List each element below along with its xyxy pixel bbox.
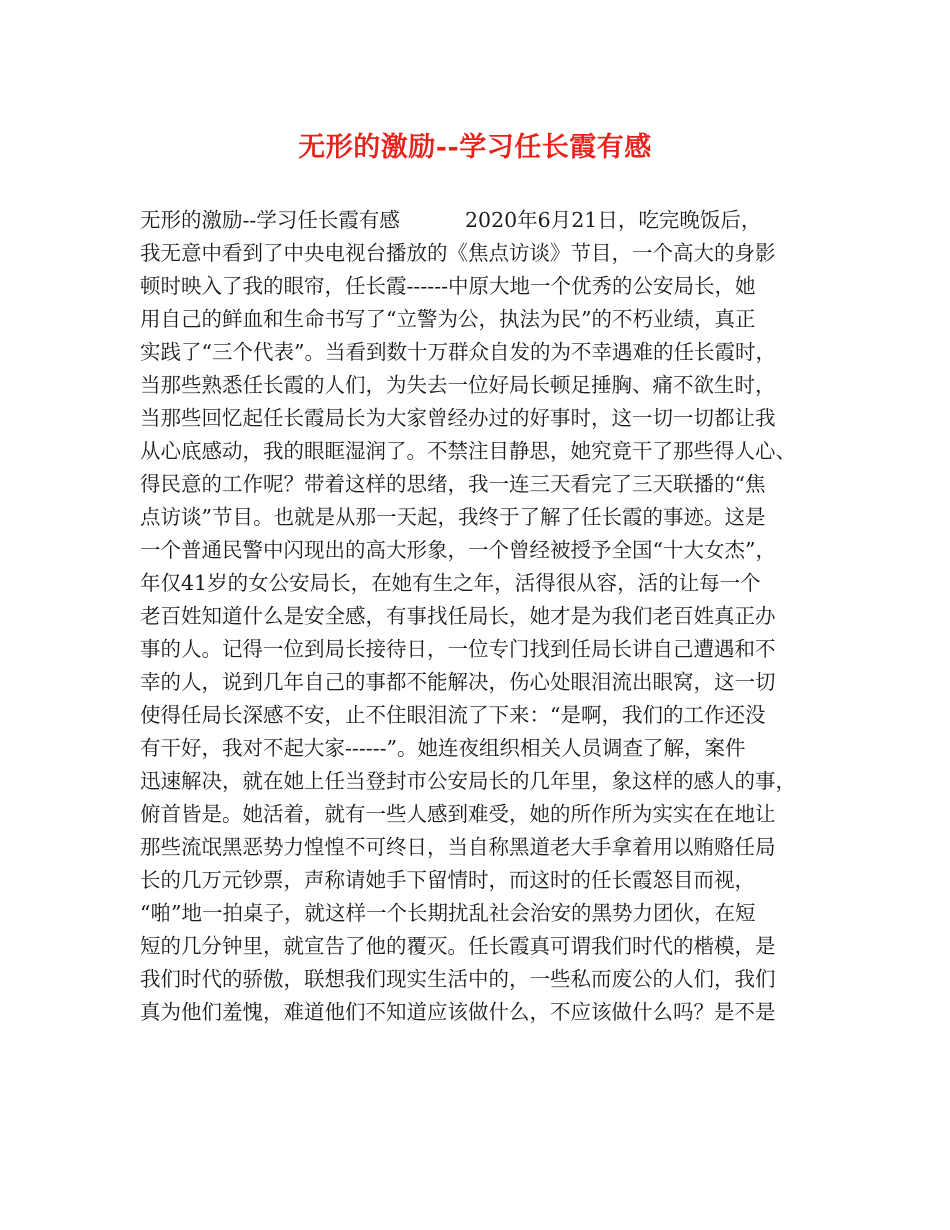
text-line: 有干好，我对不起大家------”。她连夜组织相关人员调查了解，案件 [140, 736, 746, 760]
text-line: 长的几万元钞票，声称请她手下留情时，而这时的任长霞怒目而视， [140, 868, 755, 892]
text-line: 顿时映入了我的眼帘，任长霞------中原大地一个优秀的公安局长，她 [140, 274, 756, 298]
text-line: 真为他们羞愧，难道他们不知道应该做什么，不应该做什么吗？是不是 [140, 1000, 776, 1024]
text-line: 当那些熟悉任长霞的人们，为失去一位好局长顿足捶胸、痛不欲生时， [140, 373, 776, 397]
text-line: 事的人。记得一位到局长接待日，一位专门找到任局长讲自己遭遇和不 [140, 637, 776, 661]
text-line: 得民意的工作呢？带着这样的思绪，我一连三天看完了三天联播的“焦 [140, 472, 766, 496]
text-line: 幸的人，说到几年自己的事都不能解决，伤心处眼泪流出眼窝，这一切 [140, 670, 776, 694]
text-line: 我们时代的骄傲，联想我们现实生活中的，一些私而废公的人们，我们 [140, 967, 776, 991]
text-line: 短的几分钟里，就宣告了他的覆灭。任长霞真可谓我们时代的楷模，是 [140, 934, 776, 958]
text-line: 点访谈”节目。也就是从那一天起，我终于了解了任长霞的事迹。这是 [140, 505, 766, 529]
text-line: 一个普通民警中闪现出的高大形象，一个曾经被授予全国“十大女杰”， [140, 538, 776, 562]
text-line: 使得任局长深感不安，止不住眼泪流了下来：“是啊，我们的工作还没 [140, 703, 766, 727]
text-line: 那些流氓黑恶势力惶惶不可终日，当自称黑道老大手拿着用以贿赂任局 [140, 835, 776, 859]
text-line: 当那些回忆起任长霞局长为大家曾经办过的好事时，这一切一切都让我 [140, 406, 776, 430]
text-line: 我无意中看到了中央电视台播放的《焦点访谈》节目，一个高大的身影 [140, 241, 776, 265]
text-line: 年仅41岁的女公安局长，在她有生之年，活得很从容，活的让每一个 [140, 571, 761, 595]
text-line: “啪”地一拍桌子，就这样一个长期扰乱社会治安的黑势力团伙，在短 [140, 901, 756, 925]
text-line: 从心底感动，我的眼眶湿润了。不禁注目静思，她究竟干了那些得人心、 [140, 439, 796, 463]
text-line: 实践了“三个代表”。当看到数十万群众自发的为不幸遇难的任长霞时， [140, 340, 776, 364]
text-line: 无形的激励--学习任长霞有感 2020年6月21日，吃完晚饭后， [140, 208, 762, 232]
text-line: 用自己的鲜血和生命书写了“立警为公，执法为民”的不朽业绩，真正 [140, 307, 756, 331]
document-body [140, 204, 830, 1029]
text-line: 俯首皆是。她活着，就有一些人感到难受，她的所作所为实实在在地让 [140, 802, 776, 826]
text-line: 老百姓知道什么是安全感，有事找任局长，她才是为我们老百姓真正办 [140, 604, 776, 628]
document-title: 无形的激励--学习任长霞有感 [298, 132, 652, 163]
text-line: 迅速解决，就在她上任当登封市公安局长的几年里，象这样的感人的事， [140, 769, 796, 793]
